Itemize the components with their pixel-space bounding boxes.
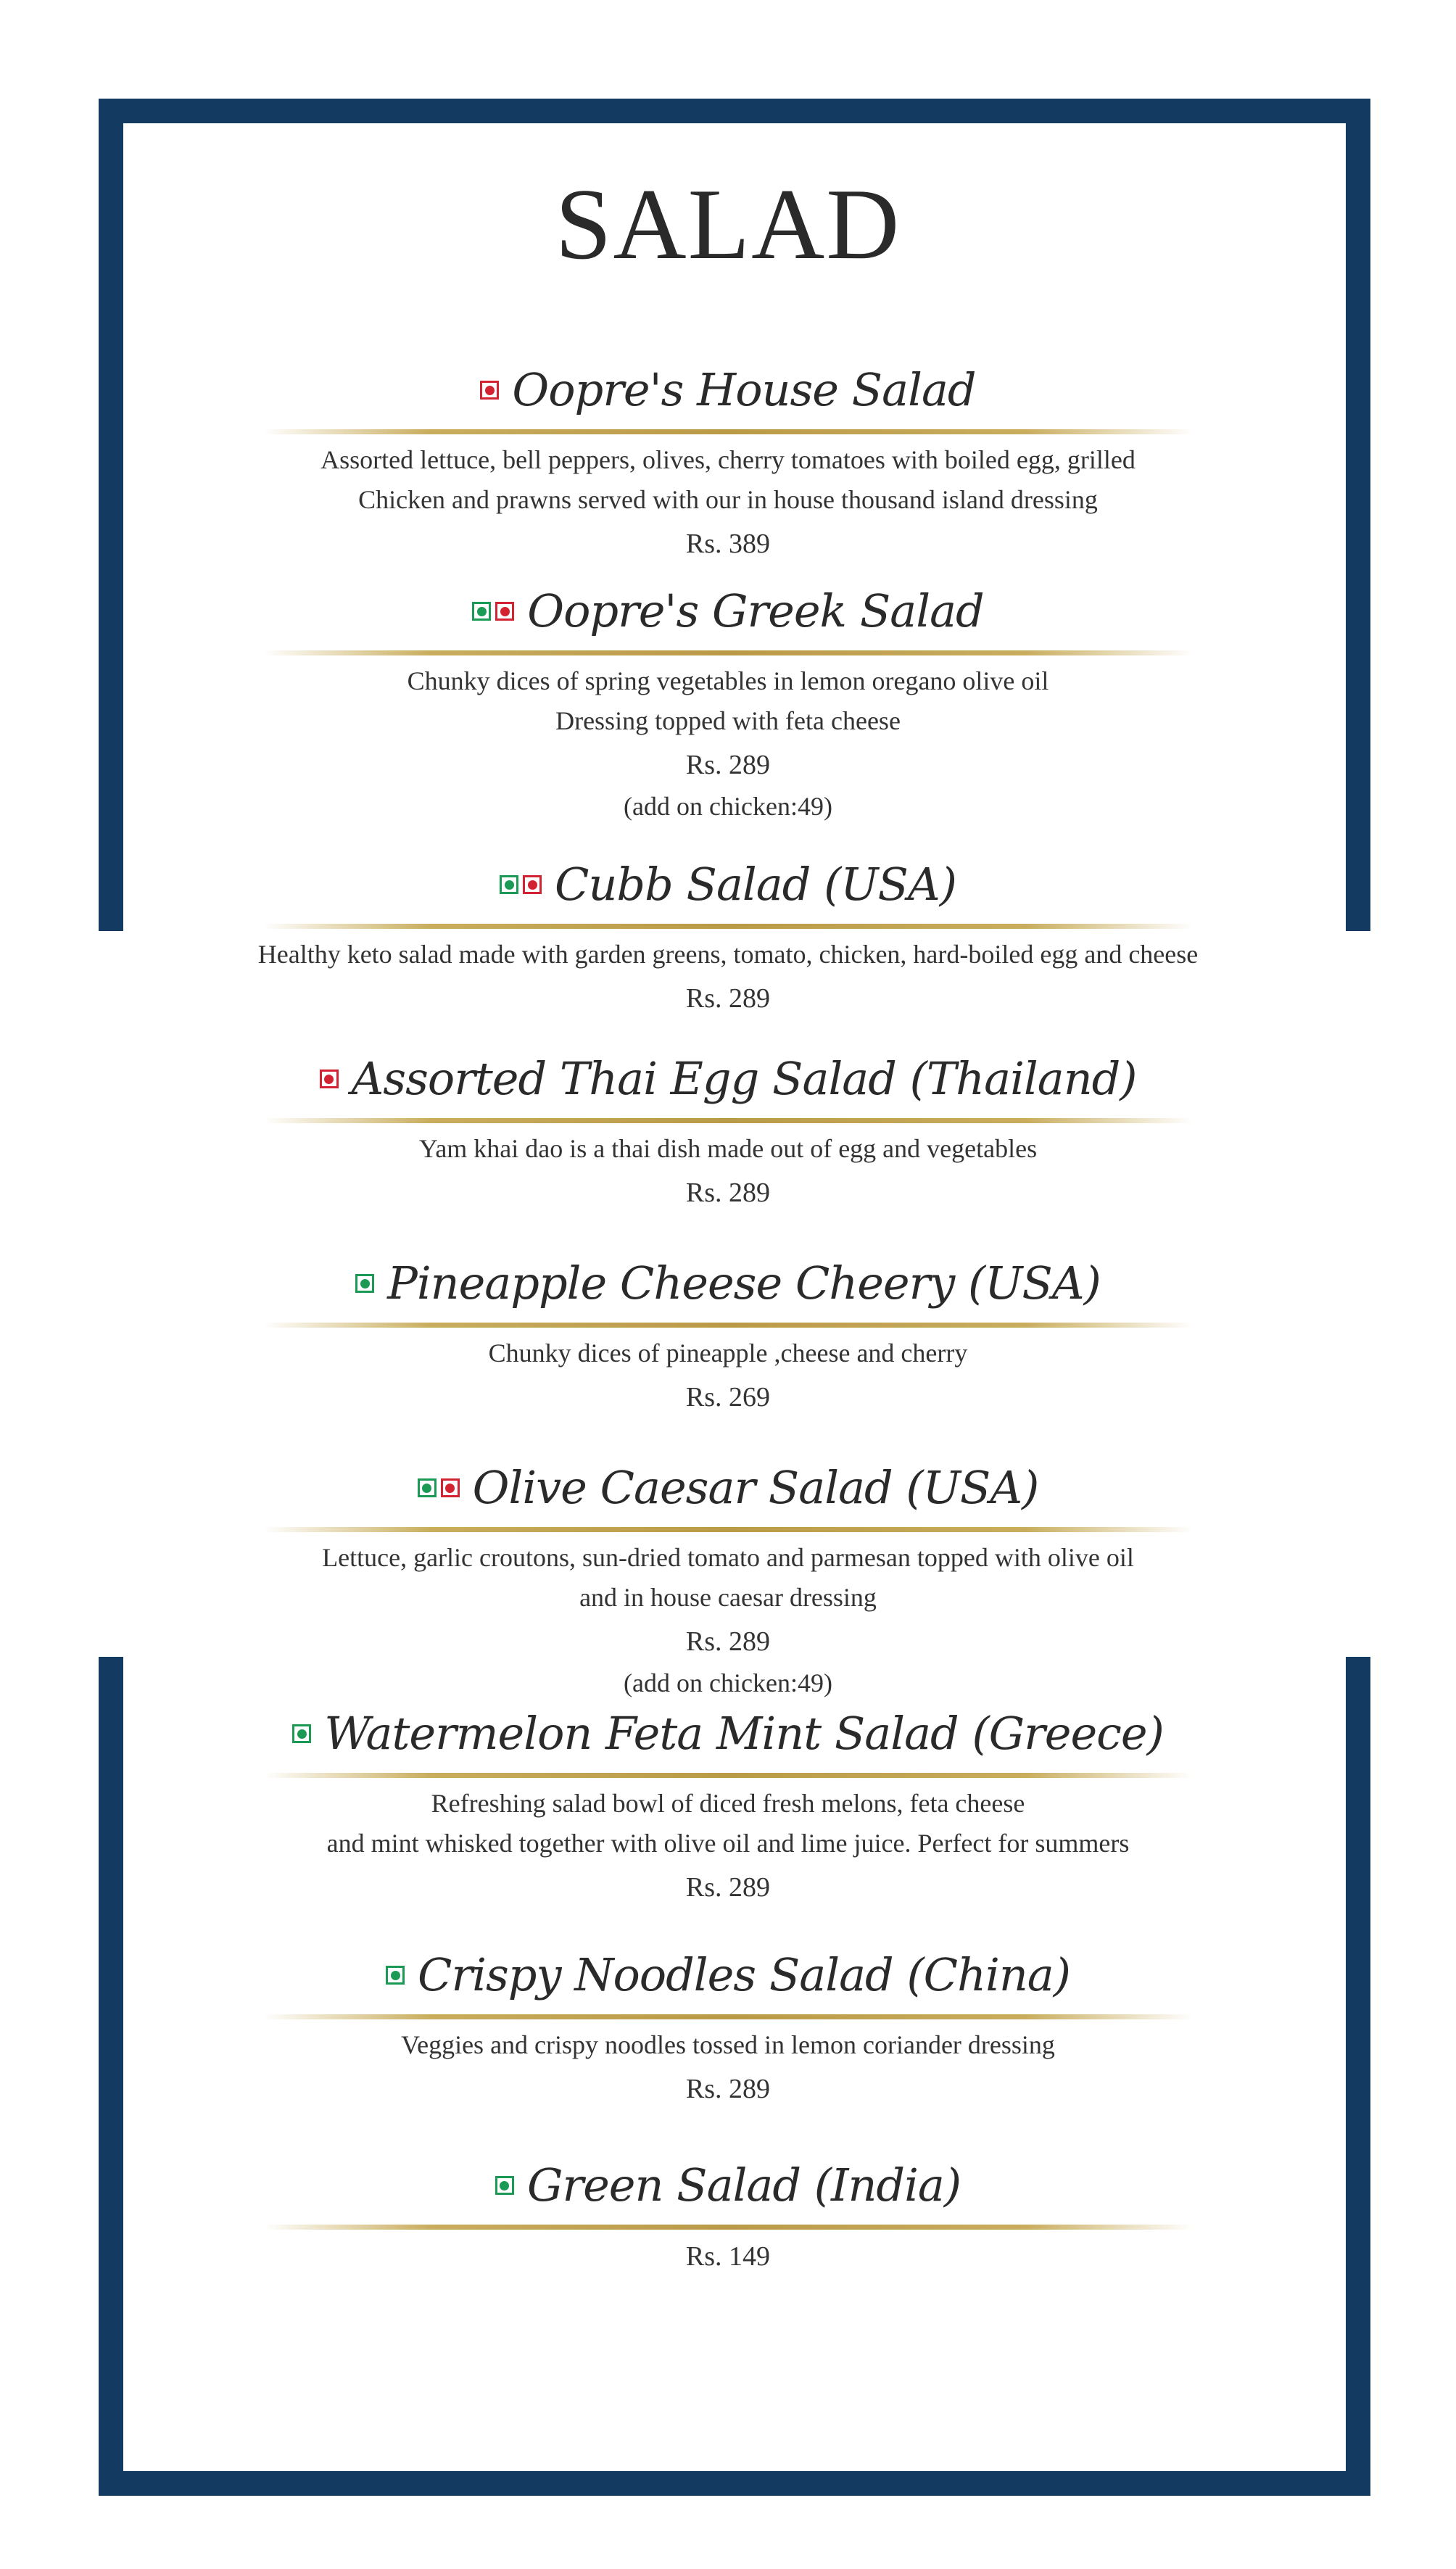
menu-item (0, 1940, 1456, 2110)
diet-marks (320, 1070, 339, 1088)
menu-item-price: Rs. 289 (685, 1626, 771, 1657)
menu-item (0, 850, 1456, 1019)
diet-marks (472, 602, 514, 621)
nonveg-mark-icon (320, 1070, 339, 1088)
menu-item (0, 1249, 1456, 1418)
menu-item-name: Pineapple Cheese Cheery (USA) (387, 1257, 1101, 1310)
menu-item-header (0, 1249, 1456, 1318)
menu-item (0, 355, 1456, 565)
gold-divider (263, 2225, 1193, 2230)
menu-item-name: Watermelon Feta Mint Salad (Greece) (324, 1707, 1164, 1760)
gold-divider (263, 1773, 1193, 1778)
menu-item-header (0, 1044, 1456, 1114)
menu-item-header (0, 1699, 1456, 1768)
menu-item-header (0, 850, 1456, 919)
menu-item (0, 2151, 1456, 2278)
menu-item-description: Veggies and crispy noodles tossed in lemon coriander dressing (401, 2030, 1055, 2059)
diet-marks (292, 1724, 311, 1743)
veg-mark-icon (472, 602, 491, 621)
menu-item-description: Chicken and prawns served with our in house thousand island dressing (358, 485, 1098, 514)
page-title: SALAD (555, 168, 901, 281)
menu-item-name: Green Salad (India) (526, 2159, 961, 2212)
veg-mark-icon (386, 1966, 405, 1985)
menu-item-description: Chunky dices of pineapple ,cheese and cherry (488, 1339, 968, 1368)
menu-item-description: Refreshing salad bowl of diced fresh melons, feta cheese (431, 1789, 1025, 1818)
diet-marks (480, 381, 499, 400)
menu-item-price: Rs. 389 (685, 529, 771, 559)
menu-item-name: Oopre's Greek Salad (527, 584, 984, 637)
gold-divider (263, 924, 1193, 929)
menu-item-header (0, 2151, 1456, 2220)
menu-item-price: Rs. 269 (685, 1382, 771, 1412)
menu-item-addon: (add on chicken:49) (624, 792, 832, 821)
gold-divider (263, 650, 1193, 655)
veg-mark-icon (495, 2176, 514, 2195)
menu-item-description: Yam khai dao is a thai dish made out of egg and vegetables (418, 1134, 1038, 1163)
gold-divider (263, 2014, 1193, 2019)
menu-item (0, 1699, 1456, 1908)
gold-divider (263, 1527, 1193, 1532)
menu-item-addon: (add on chicken:49) (624, 1668, 832, 1697)
menu-item-price: Rs. 289 (685, 750, 771, 780)
veg-mark-icon (355, 1274, 374, 1293)
veg-mark-icon (292, 1724, 311, 1743)
menu-item (0, 1044, 1456, 1214)
gold-divider (263, 429, 1193, 434)
menu-item-description: Healthy keto salad made with garden greens, tomato, chicken, hard-boiled egg and cheese (257, 940, 1199, 969)
nonveg-mark-icon (495, 602, 514, 621)
veg-mark-icon (418, 1478, 437, 1497)
nonveg-mark-icon (441, 1478, 460, 1497)
menu-item-header (0, 1453, 1456, 1523)
menu-item-description: Lettuce, garlic croutons, sun-dried tomato and parmesan topped with olive oil (322, 1543, 1134, 1572)
menu-item-description: and in house caesar dressing (579, 1583, 877, 1612)
nonveg-mark-icon (480, 381, 499, 400)
menu-item-price: Rs. 289 (685, 2074, 771, 2104)
menu-item-header (0, 355, 1456, 425)
menu-item-name: Assorted Thai Egg Salad (Thailand) (351, 1052, 1137, 1105)
menu-item-header (0, 576, 1456, 646)
veg-mark-icon (500, 875, 518, 894)
menu-item-name: Crispy Noodles Salad (China) (418, 1948, 1070, 2001)
gold-divider (263, 1323, 1193, 1328)
menu-item-name: Cubb Salad (USA) (555, 858, 956, 911)
menu-item-description: Dressing topped with feta cheese (555, 706, 901, 735)
menu-item-header (0, 1940, 1456, 2010)
diet-marks (355, 1274, 374, 1293)
menu-item-price: Rs. 289 (685, 1872, 771, 1903)
gold-divider (263, 1118, 1193, 1123)
nonveg-mark-icon (523, 875, 542, 894)
menu-item-name: Olive Caesar Salad (USA) (472, 1461, 1039, 1514)
diet-marks (495, 2176, 514, 2195)
diet-marks (386, 1966, 405, 1985)
menu-item-name: Oopre's House Salad (512, 363, 976, 416)
frame-bottom-border (99, 2471, 1370, 2496)
diet-marks (500, 875, 542, 894)
menu-item (0, 576, 1456, 827)
menu-item-description: Chunky dices of spring vegetables in lemon oregano olive oil (407, 666, 1049, 695)
diet-marks (418, 1478, 460, 1497)
frame-top-border (99, 99, 1370, 123)
menu-item-description: and mint whisked together with olive oil and lime juice. Perfect for summers (326, 1829, 1130, 1858)
menu-item-price: Rs. 149 (685, 2241, 771, 2272)
menu-item-price: Rs. 289 (685, 983, 771, 1014)
menu-item-description: Assorted lettuce, bell peppers, olives, cherry tomatoes with boiled egg, grilled (320, 445, 1136, 474)
menu-item (0, 1453, 1456, 1703)
menu-item-price: Rs. 289 (685, 1178, 771, 1208)
